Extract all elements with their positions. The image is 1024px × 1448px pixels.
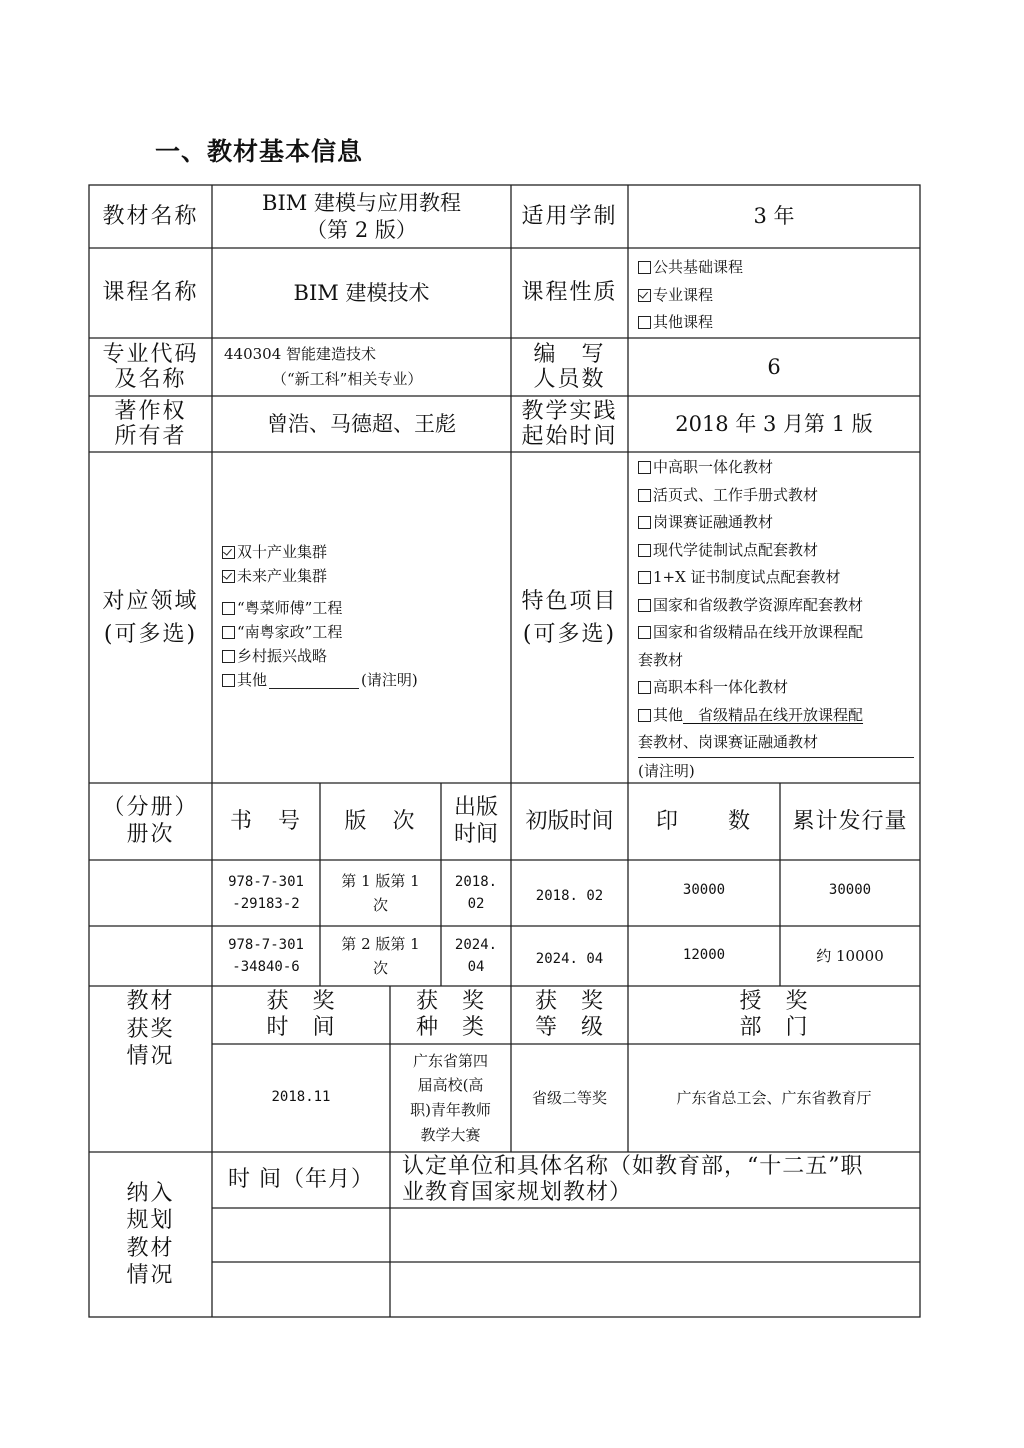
feature-option-continued: 套教材	[638, 650, 684, 669]
feature-option[interactable]: 1+X 证书制度试点配套教材	[638, 564, 914, 592]
header-first-time: 初版时间	[525, 808, 614, 834]
checkbox-icon	[638, 316, 651, 329]
copyright-value: 曾浩、马德超、王彪	[267, 411, 456, 436]
row2-edition: 第 2 版第 1 次	[341, 935, 420, 977]
feature-option[interactable]: 国家和省级精品在线开放课程配	[638, 619, 914, 647]
row2-prints: 12000	[682, 947, 726, 964]
field-option[interactable]: “粤菜师傅”工程	[222, 596, 507, 620]
award-time: 2018.11	[271, 1089, 331, 1106]
header-total: 累计发行量	[792, 808, 908, 834]
award-level: 省级二等奖	[531, 1088, 607, 1107]
feature-option[interactable]: 活页式、工作手册式教材	[638, 482, 914, 510]
feature-option[interactable]: 现代学徒制试点配套教材	[638, 537, 914, 565]
field-option-other[interactable]: 其他 (请注明)	[222, 668, 507, 692]
header-pubtime: 出版 时间	[453, 795, 498, 847]
section-heading: 一、教材基本信息	[155, 137, 364, 166]
header-isbn: 书 号	[229, 808, 302, 834]
textbook-name	[212, 185, 511, 248]
header-edition: 版 次	[344, 808, 417, 834]
planning-row2-time[interactable]	[212, 1262, 390, 1317]
checkbox-icon	[638, 544, 651, 557]
checkbox-icon	[638, 599, 651, 612]
practice-start-value: 2018 年 3 月第 1 版	[675, 411, 873, 436]
textbook-name-line2: （第 2 版）	[306, 217, 417, 242]
header-award-level: 获 奖 等 级	[534, 988, 604, 1040]
checkbox-icon	[638, 709, 651, 722]
label-course-nature: 课程性质	[521, 280, 618, 306]
label-course-name: 课程名称	[102, 280, 199, 306]
textbook-name-line1: BIM 建模与应用教程	[262, 191, 461, 216]
authors-count-value: 6	[767, 354, 781, 379]
row2-isbn: 978-7-301 -34840-6	[228, 936, 304, 975]
checkbox-checked-icon	[222, 546, 235, 559]
duration-value: 3 年	[753, 204, 795, 229]
planning-row1-time[interactable]	[212, 1208, 390, 1262]
label-practice-start: 教学实践 起始时间	[521, 398, 618, 449]
checkbox-icon	[638, 516, 651, 529]
field-option[interactable]: “南粤家政”工程	[222, 620, 507, 644]
field-option[interactable]: 未来产业集群	[222, 564, 507, 588]
checkbox-icon	[638, 626, 651, 639]
row1-isbn: 978-7-301 -29183-2	[228, 873, 304, 912]
header-award-time: 获 奖 时 间	[266, 988, 336, 1040]
label-copyright: 著作权 所有者	[114, 398, 187, 449]
checkbox-icon	[638, 681, 651, 694]
row1-first-time: 2018. 02	[535, 888, 604, 905]
checkbox-icon	[638, 571, 651, 584]
other-blank-field[interactable]	[269, 672, 359, 689]
label-awards: 教材 获奖 情况	[126, 989, 175, 1069]
award-dept: 广东省总工会、广东省教育厅	[676, 1088, 872, 1107]
row1-total: 30000	[828, 882, 872, 899]
row1-edition: 第 1 版第 1 次	[341, 872, 420, 914]
label-textbook-name: 教材名称	[102, 203, 199, 229]
feature-options	[638, 454, 914, 785]
row1-prints: 30000	[682, 882, 726, 899]
header-planning-time: 时 间（年月）	[228, 1167, 374, 1193]
header-planning-unit: 认定单位和具体名称（如教育部，“十二五”职 业教育国家规划教材）	[402, 1153, 864, 1205]
field-option[interactable]: 乡村振兴战略	[222, 644, 507, 668]
feature-option[interactable]: 岗课赛证融通教材	[638, 509, 914, 537]
row2-total: 约 10000	[816, 946, 884, 965]
checkbox-checked-icon	[638, 289, 651, 302]
planning-row2-unit[interactable]	[390, 1262, 920, 1317]
header-prints: 印 数	[655, 808, 752, 834]
feature-option[interactable]: 高职本科一体化教材	[638, 674, 914, 702]
major-value: 440304 智能建造技术 （“新工科”相关专业）	[224, 344, 423, 388]
label-duration: 适用学制	[521, 203, 618, 229]
feature-option[interactable]: 国家和省级教学资源库配套教材	[638, 592, 914, 620]
feature-other-continued: 套教材、岗课赛证融通教材	[638, 729, 914, 758]
label-major: 专业代码 及名称	[102, 341, 199, 392]
label-authors-count: 编 写 人员数	[533, 341, 606, 392]
award-type: 广东省第四 届高校(高 职)青年教师 教学大赛	[410, 1051, 491, 1144]
row2-first-time: 2024. 04	[535, 951, 604, 968]
header-award-dept: 授 奖 部 门	[739, 988, 809, 1040]
course-nature-options	[638, 254, 918, 337]
planning-row1-unit[interactable]	[390, 1208, 920, 1262]
checkbox-checked-icon	[222, 570, 235, 583]
checkbox-icon	[222, 650, 235, 663]
field-options	[222, 540, 507, 692]
course-name: BIM 建模技术	[293, 280, 430, 305]
checkbox-icon	[638, 489, 651, 502]
feature-option[interactable]: 中高职一体化教材	[638, 454, 914, 482]
row2-pubtime: 2024. 04	[454, 936, 498, 975]
header-award-type: 获 奖 种 类	[415, 988, 485, 1040]
feature-other-text: 省级精品在线开放课程配	[683, 705, 864, 724]
checkbox-icon	[222, 674, 235, 687]
row1-pubtime: 2018. 02	[454, 873, 498, 912]
field-option[interactable]: 双十产业集群	[222, 540, 507, 564]
label-fields: 对应领域 (可多选)	[102, 588, 199, 647]
label-features: 特色项目 (可多选)	[521, 588, 618, 647]
feature-option-other[interactable]: 其他 省级精品在线开放课程配	[638, 702, 914, 730]
nature-option[interactable]: 公共基础课程	[638, 254, 918, 282]
checkbox-icon	[222, 602, 235, 615]
nature-option[interactable]: 专业课程	[638, 282, 918, 310]
checkbox-icon	[222, 626, 235, 639]
feature-other-note: (请注明)	[638, 761, 695, 780]
nature-option[interactable]: 其他课程	[638, 309, 918, 337]
checkbox-icon	[638, 261, 651, 274]
checkbox-icon	[638, 461, 651, 474]
header-volume: （分册） 册次	[102, 795, 199, 847]
label-planning: 纳入 规划 教材 情况	[126, 1180, 175, 1288]
